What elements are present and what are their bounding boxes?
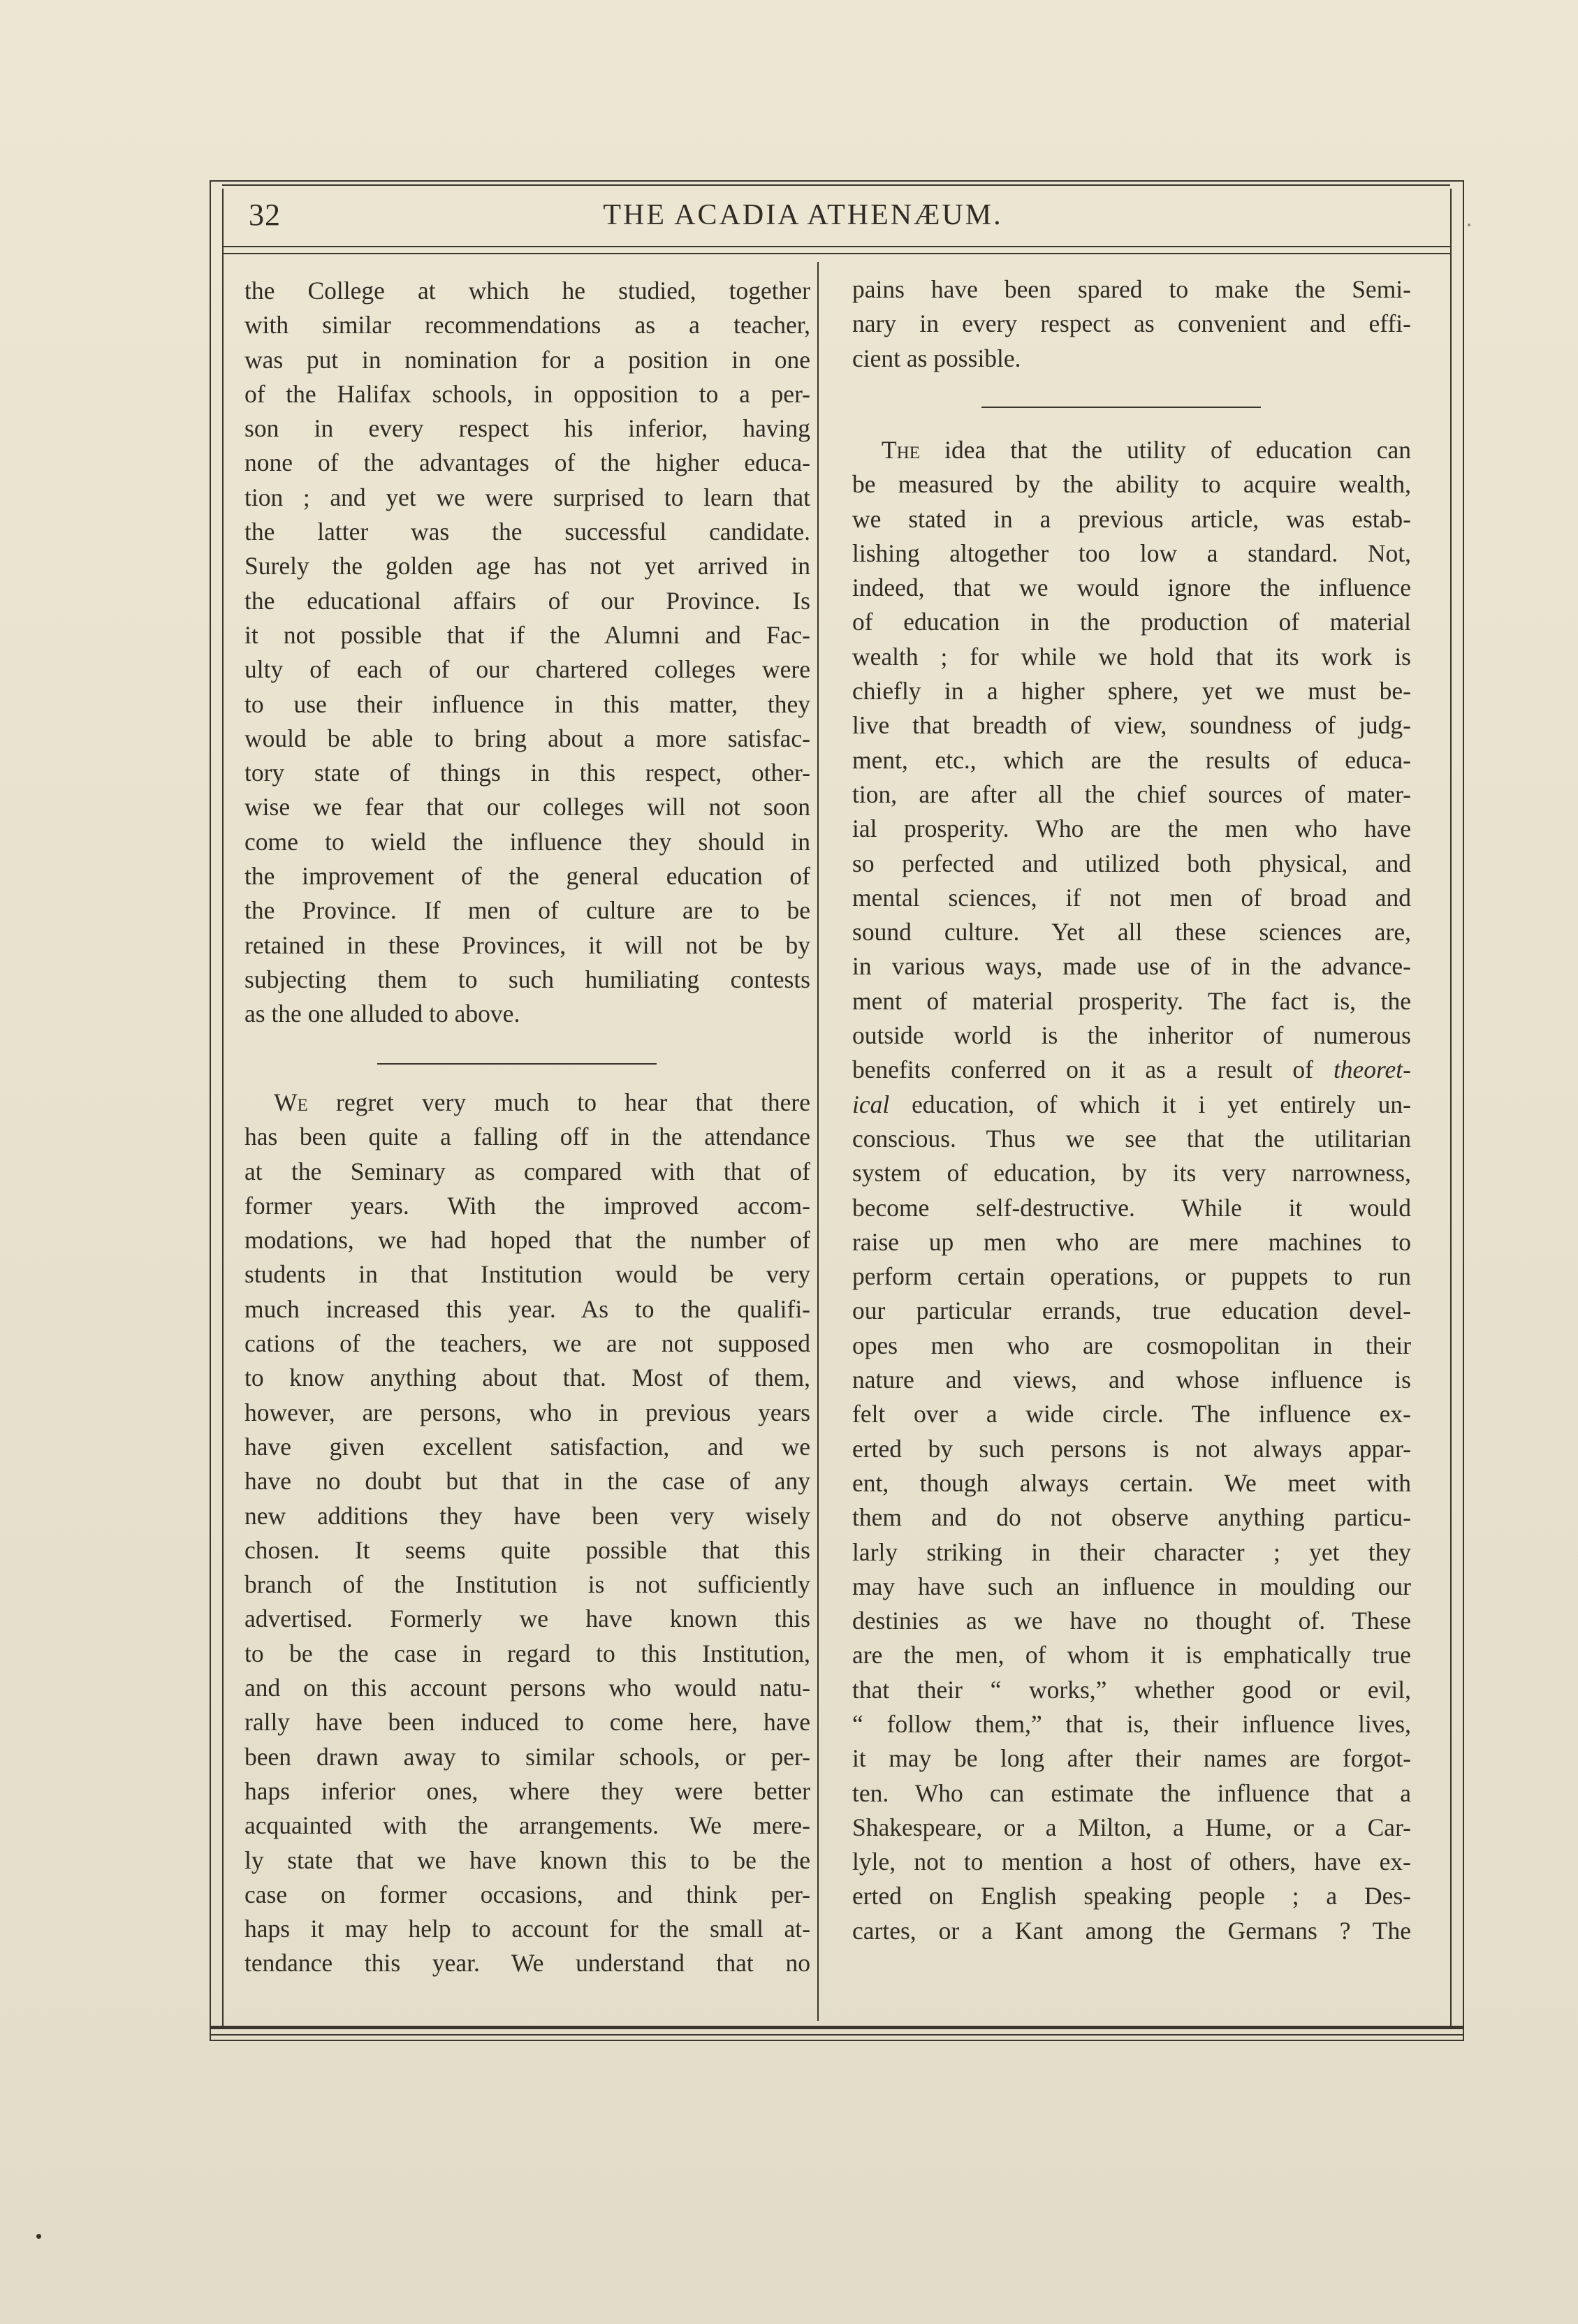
text-line: ly state that we have known this to be the bbox=[244, 1846, 810, 1874]
text-line: it may be long after their names are forgot- bbox=[852, 1744, 1411, 1773]
paper-speck bbox=[36, 2234, 41, 2239]
text-line: to know anything about that. Most of them, bbox=[244, 1364, 810, 1392]
text-line: was put in nomination for a position in one bbox=[244, 345, 810, 374]
text-line: modations, we had hoped that the number of bbox=[244, 1226, 810, 1255]
text-line: sound culture. Yet all these sciences are, bbox=[852, 918, 1411, 947]
text-line: ial prosperity. Who are the men who have bbox=[852, 814, 1411, 843]
text-line: outside world is the inheritor of numerous bbox=[852, 1021, 1411, 1050]
left-para-2 bbox=[244, 1086, 810, 1981]
section-separator bbox=[981, 407, 1261, 408]
text-line: system of education, by its very narrowness, bbox=[852, 1159, 1411, 1187]
text-line: to be the case in regard to this Institution, bbox=[244, 1639, 810, 1667]
right-para-1 bbox=[852, 272, 1411, 376]
text-line: to use their influence in this matter, they bbox=[244, 689, 810, 718]
text-line: so perfected and utilized both physical, and bbox=[852, 849, 1411, 877]
paper-speck bbox=[1468, 224, 1470, 226]
text-line: have given excellent satisfaction, and we bbox=[244, 1432, 810, 1461]
text-line: of the Halifax schools, in opposition to a per- bbox=[244, 379, 810, 408]
text-line: with similar recommendations as a teacher, bbox=[244, 311, 810, 339]
text-line: new additions they have been very wisely bbox=[244, 1501, 810, 1530]
header-bottom-rule bbox=[222, 246, 1450, 247]
text-line: ten. Who can estimate the influence that a bbox=[852, 1778, 1411, 1807]
drop-word: The bbox=[882, 436, 921, 464]
text-line: opes men who are cosmopolitan in their bbox=[852, 1331, 1411, 1359]
text-line: has been quite a falling off in the attendance bbox=[244, 1123, 810, 1151]
text-line: retained in these Provinces, it will not be by bbox=[244, 930, 810, 959]
text-line: conscious. Thus we see that the utilitarian bbox=[852, 1124, 1411, 1153]
paragraph-first-line: The idea that the utility of education can bbox=[882, 436, 1411, 464]
text-line: branch of the Institution is not sufficiently bbox=[244, 1570, 810, 1599]
text-line: chosen. It seems quite possible that this bbox=[244, 1535, 810, 1564]
text-line: ment, etc., which are the results of educa- bbox=[852, 745, 1411, 774]
text-line: as the one alluded to above. bbox=[244, 1000, 520, 1028]
text-line: haps it may help to account for the small at- bbox=[244, 1915, 810, 1943]
text-line: ical education, of which it i yet entirely un- bbox=[852, 1090, 1411, 1118]
text-line: subjecting them to such humiliating contests bbox=[244, 965, 810, 993]
text-line: live that breadth of view, soundness of judg- bbox=[852, 711, 1411, 740]
text-line: may have such an influence in moulding our bbox=[852, 1572, 1411, 1600]
text-line: are the men, of whom it is emphatically true bbox=[852, 1641, 1411, 1669]
text-line: be measured by the ability to acquire wealth, bbox=[852, 470, 1411, 499]
text-line: students in that Institution would be very bbox=[244, 1260, 810, 1289]
text-line: chiefly in a higher sphere, yet we must be- bbox=[852, 677, 1411, 706]
text-line: the educational affairs of our Province. Is bbox=[244, 586, 810, 615]
right-para-2 bbox=[852, 433, 1411, 1948]
text-line: nature and views, and whose influence is bbox=[852, 1366, 1411, 1394]
text-line: and on this account persons who would natu- bbox=[244, 1674, 810, 1702]
column-divider bbox=[817, 262, 819, 2021]
text-line: been drawn away to similar schools, or per- bbox=[244, 1742, 810, 1771]
text-line: case on former occasions, and think per- bbox=[244, 1880, 810, 1908]
text-line: much increased this year. As to the qualifi- bbox=[244, 1294, 810, 1323]
text-line: cations of the teachers, we are not supposed bbox=[244, 1329, 810, 1358]
text-line: pains have been spared to make the Semi- bbox=[852, 275, 1411, 303]
left-para-1 bbox=[244, 274, 810, 1032]
text-line: tory state of things in this respect, other- bbox=[244, 759, 810, 787]
text-line: of education in the production of material bbox=[852, 608, 1411, 636]
drop-word: We bbox=[274, 1088, 308, 1116]
text-line: our particular errands, true education devel- bbox=[852, 1296, 1411, 1325]
text-line: benefits conferred on it as a result of theoret- bbox=[852, 1055, 1411, 1084]
text-line: haps inferior ones, where they were better bbox=[244, 1776, 810, 1805]
text-line: Shakespeare, or a Milton, a Hume, or a Car- bbox=[852, 1813, 1411, 1841]
text-line: acquainted with the arrangements. We mere- bbox=[244, 1811, 810, 1840]
text-line: ment of material prosperity. The fact is, the bbox=[852, 986, 1411, 1015]
header-top-rule bbox=[222, 184, 1450, 186]
text-line: perform certain operations, or puppets to run bbox=[852, 1262, 1411, 1291]
text-line: tion ; and yet we were surprised to learn that bbox=[244, 483, 810, 511]
running-title: THE ACADIA ATHENÆUM. bbox=[603, 199, 1003, 231]
text-line: the improvement of the general education of bbox=[244, 862, 810, 891]
text-line: felt over a wide circle. The influence ex- bbox=[852, 1400, 1411, 1428]
text-line: ulty of each of our chartered colleges were bbox=[244, 655, 810, 684]
paragraph-first-line: We regret very much to hear that there bbox=[274, 1088, 810, 1116]
text-line: wealth ; for while we hold that its work is bbox=[852, 642, 1411, 671]
text-line: would be able to bring about a more satisfac- bbox=[244, 724, 810, 752]
text-line: wise we fear that our colleges will not soon bbox=[244, 793, 810, 821]
text-line: raise up men who are mere machines to bbox=[852, 1227, 1411, 1256]
section-separator bbox=[377, 1063, 657, 1065]
text-line: destinies as we have no thought of. These bbox=[852, 1607, 1411, 1635]
text-line: advertised. Formerly we have known this bbox=[244, 1605, 810, 1633]
text-line: rally have been induced to come here, have bbox=[244, 1708, 810, 1737]
text-line: the latter was the successful candidate. bbox=[244, 518, 810, 546]
text-line: cient as possible. bbox=[852, 344, 1021, 372]
footer-rule bbox=[210, 2026, 1463, 2029]
text-line: have no doubt but that in the case of any bbox=[244, 1467, 810, 1496]
text-line: nary in every respect as convenient and effi- bbox=[852, 309, 1411, 338]
text-line: son in every respect his inferior, having bbox=[244, 414, 810, 443]
text-line: erted by such persons is not always appar- bbox=[852, 1434, 1411, 1463]
text-line: the College at which he studied, together bbox=[244, 277, 810, 305]
text-line: come to wield the influence they should in bbox=[244, 827, 810, 856]
text-line: indeed, that we would ignore the influence bbox=[852, 573, 1411, 602]
text-line: at the Seminary as compared with that of bbox=[244, 1157, 810, 1185]
text-line: larly striking in their character ; yet they bbox=[852, 1537, 1411, 1566]
text-line: it not possible that if the Alumni and Fac- bbox=[244, 620, 810, 649]
text-line: “ follow them,” that is, their influence lives, bbox=[852, 1709, 1411, 1738]
text-line: however, are persons, who in previous years bbox=[244, 1398, 810, 1426]
page-number: 32 bbox=[249, 198, 281, 232]
text-line: ent, though always certain. We meet with bbox=[852, 1468, 1411, 1497]
text-line: erted on English speaking people ; a Des- bbox=[852, 1882, 1411, 1910]
text-line: none of the advantages of the higher educa- bbox=[244, 448, 810, 477]
text-line: Surely the golden age has not yet arrived in bbox=[244, 552, 810, 580]
text-line: them and do not observe anything particu- bbox=[852, 1503, 1411, 1532]
text-line: tendance this year. We understand that no bbox=[244, 1949, 810, 1978]
text-line: lyle, not to mention a host of others, have ex- bbox=[852, 1848, 1411, 1876]
text-line: in various ways, made use of in the advance- bbox=[852, 952, 1411, 981]
text-line: tion, are after all the chief sources of mater- bbox=[852, 780, 1411, 808]
text-line: cartes, or a Kant among the Germans ? The bbox=[852, 1916, 1411, 1945]
footer-rule-2 bbox=[210, 2034, 1463, 2036]
text-line: we stated in a previous article, was estab- bbox=[852, 504, 1411, 533]
text-line: former years. With the improved accom- bbox=[244, 1191, 810, 1220]
text-line: lishing altogether too low a standard. Not, bbox=[852, 539, 1411, 567]
right-column bbox=[852, 272, 1411, 1945]
header-bottom-rule-2 bbox=[222, 253, 1450, 254]
text-line: that their “ works,” whether good or evil, bbox=[852, 1675, 1411, 1704]
text-line: mental sciences, if not men of broad and bbox=[852, 883, 1411, 912]
text-line: become self-destructive. While it would bbox=[852, 1193, 1411, 1222]
left-column bbox=[244, 274, 810, 1978]
text-line: the Province. If men of culture are to be bbox=[244, 896, 810, 925]
